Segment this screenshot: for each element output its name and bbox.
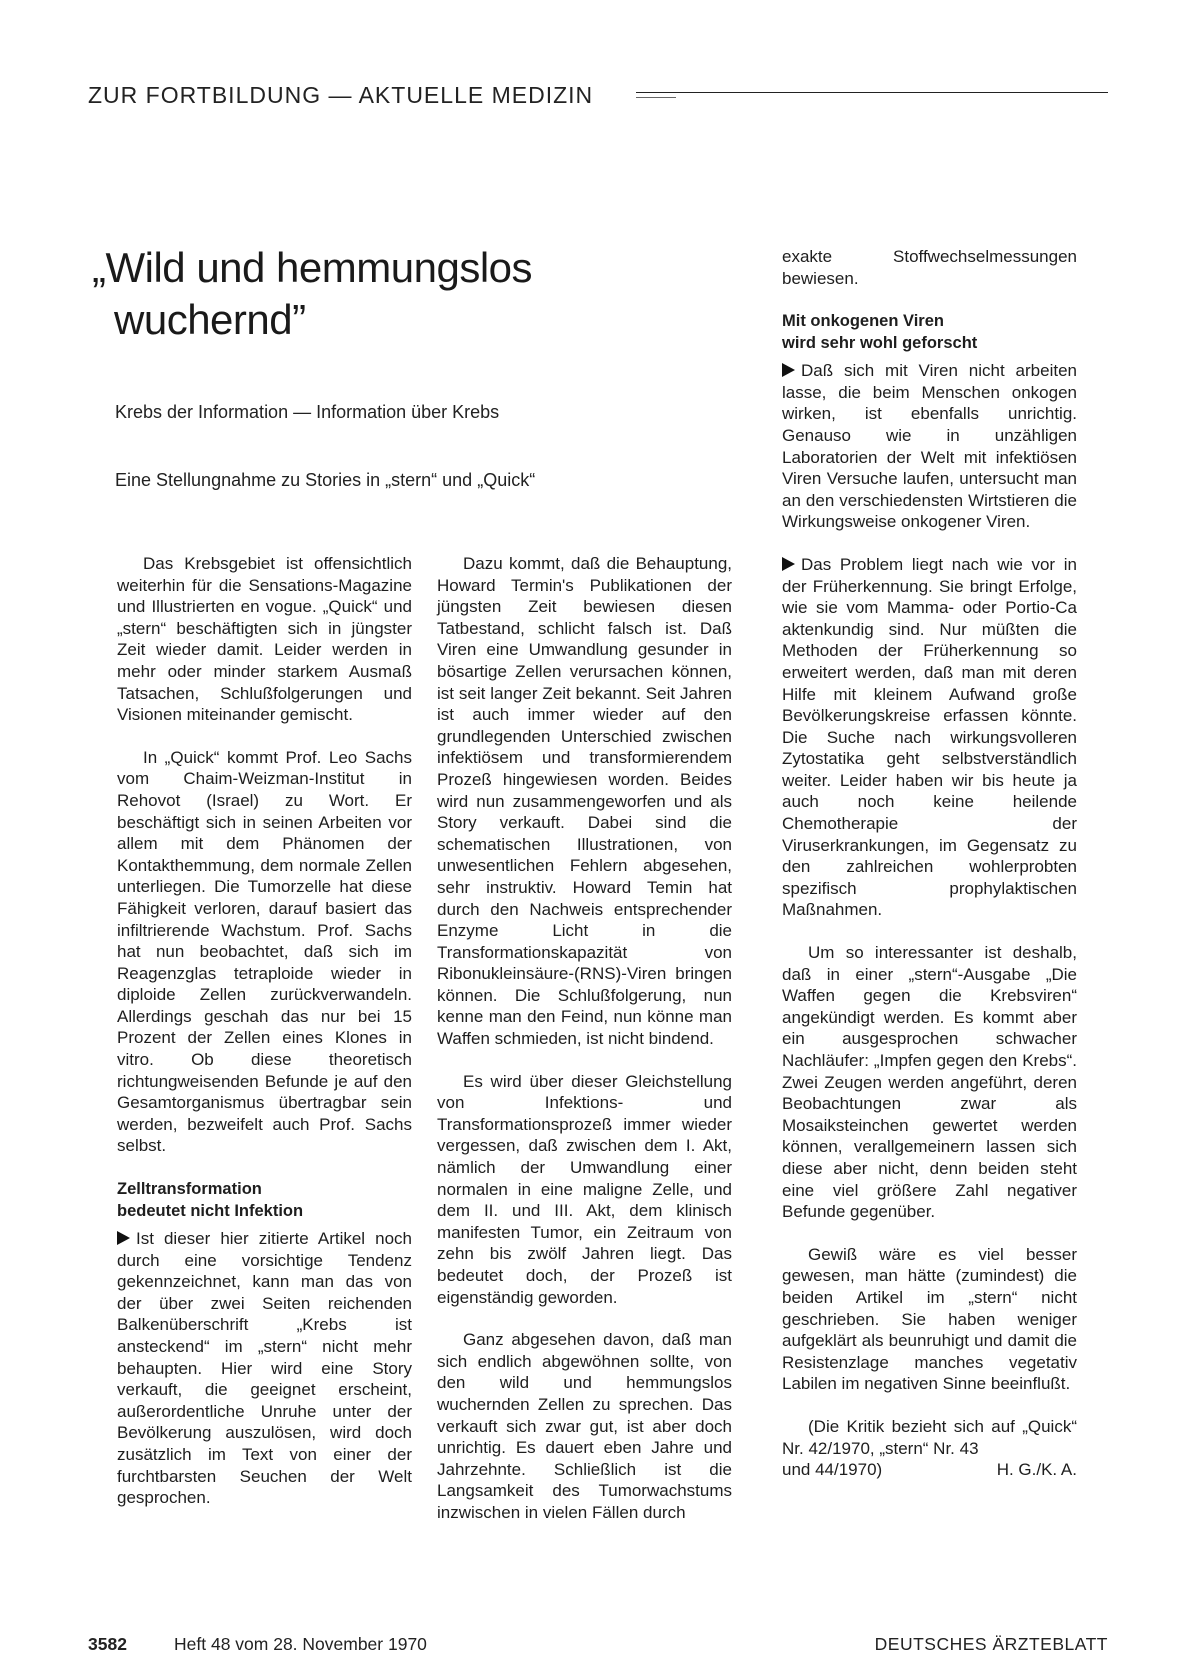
paragraph: Ist dieser hier zitierte Artikel noch durch eine vorsichtige Tendenz gekennzeichnet, kann man das von der über zwei Seiten reichenden Balkenüberschrift „Krebs ist ansteckend“ im „stern“ nicht mehr behaupten. Hier wird eine Story verkauft, die geeignet erscheint, außerordentliche Unruhe unter der Bevölkerung auszulösen, wird doch zusätzlich im Text von einer der furchtbarsten Seuchen der Welt gesprochen. [117,1229,412,1508]
paragraph: Daß sich mit Viren nicht arbeiten lasse, die beim Menschen onkogen wirken, ist ebenfalls unrichtig. Genauso wie in unzähligen Laboratorien der Welt mit infektiösen Viren Versuche laufen, untersucht man an den verschiedensten Wirtstieren die Wirkungsweise onkogener Viren. [782,361,1077,532]
header-rule-short [636,97,676,98]
paragraph: Es wird über dieser Gleichstellung von Infektions- und Transformationsprozeß immer wieder vergessen, daß zwischen dem I. Akt, nämlich der Umwandlung einer normalen in eine maligne Zelle, und dem II. und III. Akt, dem klinisch manifesten Tumor, ein Zeitraum von zehn bis zwölf Jahren liegt. Das bedeutet doch, der Prozeß ist eigenständig geworden. [437,1071,732,1307]
journal-name: DEUTSCHES ÄRZTEBLATT [874,1634,1108,1654]
paragraph: exakte Stoffwechselmessungen bewiesen. [782,247,1077,288]
page-header [88,82,1108,122]
paragraph: In „Quick“ kommt Prof. Leo Sachs vom Chaim-Weizman-Institut in Rehovot (Israel) zu Wort. Er beschäftigt sich in seinen Arbeiten vor allem mit dem Phänomen der Kontakthemmung, dem normale Zellen unterliegen. Die Tumorzelle hat diese Fähigkeit verloren, darauf basiert das infiltrierende Wachstum. Prof. Sachs hat nun beobachtet, daß sich im Reagenzglas tetraploide wieder in diploide Zellen zurückverwandeln. Allerdings geschah das nur bei 15 Prozent der Zellen eines Klones in vitro. Ob diese theoretisch richtungweisenden Befunde je auf den Gesamtorganismus übertragbar sein werden, bezweifelt auch Prof. Sachs selbst. [117,747,412,1156]
page-number: 3582 [88,1634,127,1654]
author-signature: H. G./K. A. [996,1460,1077,1480]
article-subtitle: Krebs der Information — Information über Krebs [115,402,500,422]
citation-note-end: und 44/1970) [782,1460,883,1480]
subheading-line-1: Zelltransformation [117,1180,262,1199]
paragraph: Das Krebsgebiet ist offensichtlich weiterhin für die Sensations-Magazine und Illustrierten en vogue. „Quick“ und „stern“ beschäftigten sich in jüngster Zeit wieder damit. Leider werden in mehr oder minder starkem Ausmaß Tatsachen, Schlußfolgerungen und Visionen miteinander gemischt. [117,554,412,725]
paragraph: Um so interessanter ist deshalb, daß in einer „stern“-Ausgabe „Die Waffen gegen die Krebsviren“ angekündigt werden. Es kommt aber ein ausgesprochen schwacher Nachläufer: „Impfen gegen den Krebs“. Zwei Zeugen werden angeführt, deren Beobachtungen zwar als Mosaiksteinchen gewertet werden können, verallgemeinern lassen sich diese aber nicht, denn beiden steht eine viel größere Zahl negativer Befunde gegenüber. [782,943,1077,1222]
triangle-right-icon [117,1231,130,1245]
citation-note: (Die Kritik bezieht sich auf „Quick“ Nr. 42/1970, „stern“ Nr. 43 [782,1416,1077,1458]
signature-line [782,1459,1077,1481]
headline-line-2: wuchernd” [114,296,306,343]
subheading-line-1: Mit onkogenen Viren [782,312,944,331]
subheading-line-2: wird sehr wohl geforscht [782,334,978,353]
column-1 [117,553,412,1509]
issue-info: Heft 48 vom 28. November 1970 [174,1634,427,1654]
paragraph: Dazu kommt, daß die Behauptung, Howard Termin's Publikationen der jüngsten Zeit bewiesen diesen Tatbestand, schlicht falsch ist. Daß Viren eine Umwandlung gesunder in bösartige Zellen verursachen können, ist seit langer Zeit bekannt. Seit Jahren ist auch immer wieder auf den grundlegenden Unterschied zwischen infektiösem und transformierendem Prozeß hingewiesen worden. Beides wird nun zusammengeworfen und als Story verkauft. Dabei sind die schematischen Illustrationen, von unwesentlichen Fehlern abgesehen, sehr instruktiv. Howard Temin hat durch den Nachweis entsprechender Enzyme Licht in die Transformationskapazität von Ribonukleinsäure-(RNS)-Viren bringen können. Die Schlußfolgerung, nun kenne man den Feind, nun könne man Waffen schmieden, ist nicht bindend. [437,554,732,1049]
paragraph: Das Problem liegt nach wie vor in der Früherkennung. Sie bringt Erfolge, wie sie vom Mamma- oder Portio-Ca aktenkundig sind. Nur müßten die Methoden der Früherkennung so erweitert werden, daß man mit deren Hilfe mit kleinem Aufwand große Bevölkerungskreise erfassen könnte. Die Suche nach wirkungsvolleren Zytostatika geht selbstverständlich weiter. Leider haben wir bis heute ja auch noch keine heilende Chemotherapie der Viruserkrankungen, im Gegensatz zu den zahlreichen wohlerprobten spezifisch prophylaktischen Maßnahmen. [782,554,1077,920]
article-headline [92,242,632,346]
article-subtitle-2: Eine Stellungnahme zu Stories in „stern“ und „Quick“ [115,470,536,490]
header-rule [636,92,1108,93]
column-3 [782,246,1077,1481]
section-title: ZUR FORTBILDUNG — AKTUELLE MEDIZIN [88,82,594,108]
triangle-right-icon [782,557,795,571]
page-footer [88,1634,1108,1658]
column-2 [437,553,732,1524]
paragraph: Ganz abgesehen davon, daß man sich endlich abgewöhnen sollte, von den wild und hemmungslos wuchernden Zellen zu sprechen. Das verkauft sich zwar gut, ist aber doch unrichtig. Es dauert eben Jahre und Jahrzehnte. Schließlich ist die Langsamkeit des Tumorwachstums inzwischen in vielen Fällen durch [437,1330,732,1522]
section-subheading [117,1178,412,1222]
paragraph: Gewiß wäre es viel besser gewesen, man hätte (zumindest) die beiden Artikel im „stern“ nicht geschrieben. Sie haben weniger aufgeklärt als beunruhigt und damit die Resistenzlage manches vegetativ Labilen im negativen Sinne beeinflußt. [782,1244,1077,1394]
section-subheading [782,310,1077,354]
subheading-line-2: bedeutet nicht Infektion [117,1202,304,1221]
headline-line-1: „Wild und hemmungslos [92,244,533,291]
triangle-right-icon [782,363,795,377]
